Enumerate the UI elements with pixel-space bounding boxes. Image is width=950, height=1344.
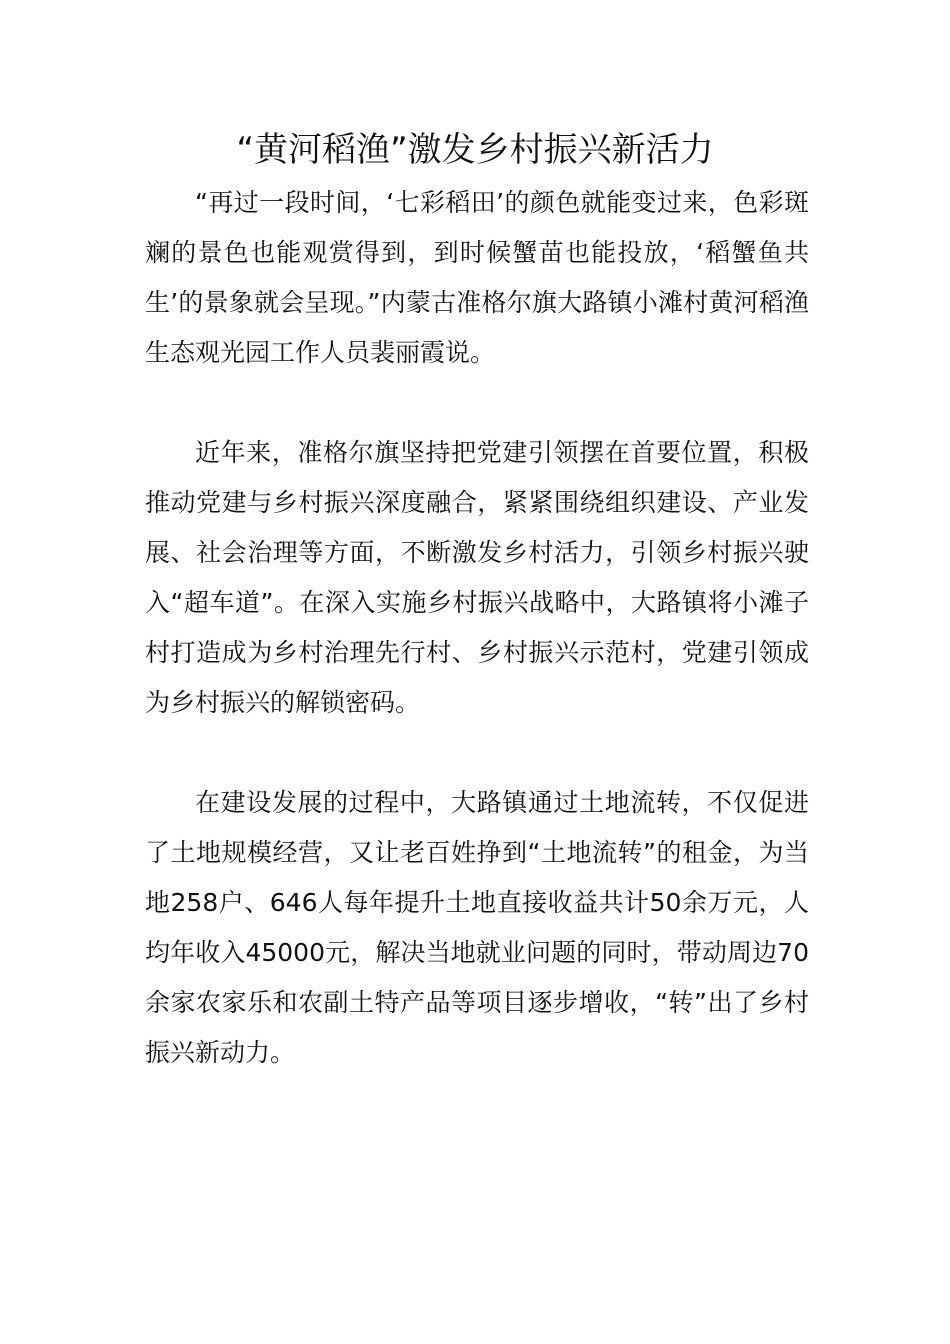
- paragraph-spacer: [145, 728, 809, 778]
- document-title: “黄河稻渔”激发乡村振兴新活力: [236, 130, 714, 170]
- paragraph-1: “再过一段时间，‘七彩稻田’的颜色就能变过来，色彩斑斓的景色也能观赏得到，到时候蟹苗也能投放，‘稻蟹鱼共生’的景象就会呈现。”内蒙古准格尔旗大路镇小滩村黄河稻渔生态观光园工作人员裴丽霞说。: [145, 188, 809, 367]
- paragraph-3: 在建设发展的过程中，大路镇通过土地流转，不仅促进了土地规模经营，又让老百姓挣到“土地流转”的租金，为当地258户、646人每年提升土地直接收益共计50余万元，人均年收入45000元，解决当地就业问题的同时，带动周边70余家农家乐和农副土特产品等项目逐步增收，“转”出了乡村振兴新动力。: [145, 788, 809, 1067]
- document-body: [145, 178, 809, 1078]
- paragraph-spacer: [145, 378, 809, 428]
- paragraph-2: 近年来，准格尔旗坚持把党建引领摆在首要位置，积极推动党建与乡村振兴深度融合，紧紧围绕组织建设、产业发展、社会治理等方面，不断激发乡村活力，引领乡村振兴驶入“超车道”。在深入实施乡村振兴战略中，大路镇将小滩子村打造成为乡村治理先行村、乡村振兴示范村，党建引领成为乡村振兴的解锁密码。: [145, 438, 809, 717]
